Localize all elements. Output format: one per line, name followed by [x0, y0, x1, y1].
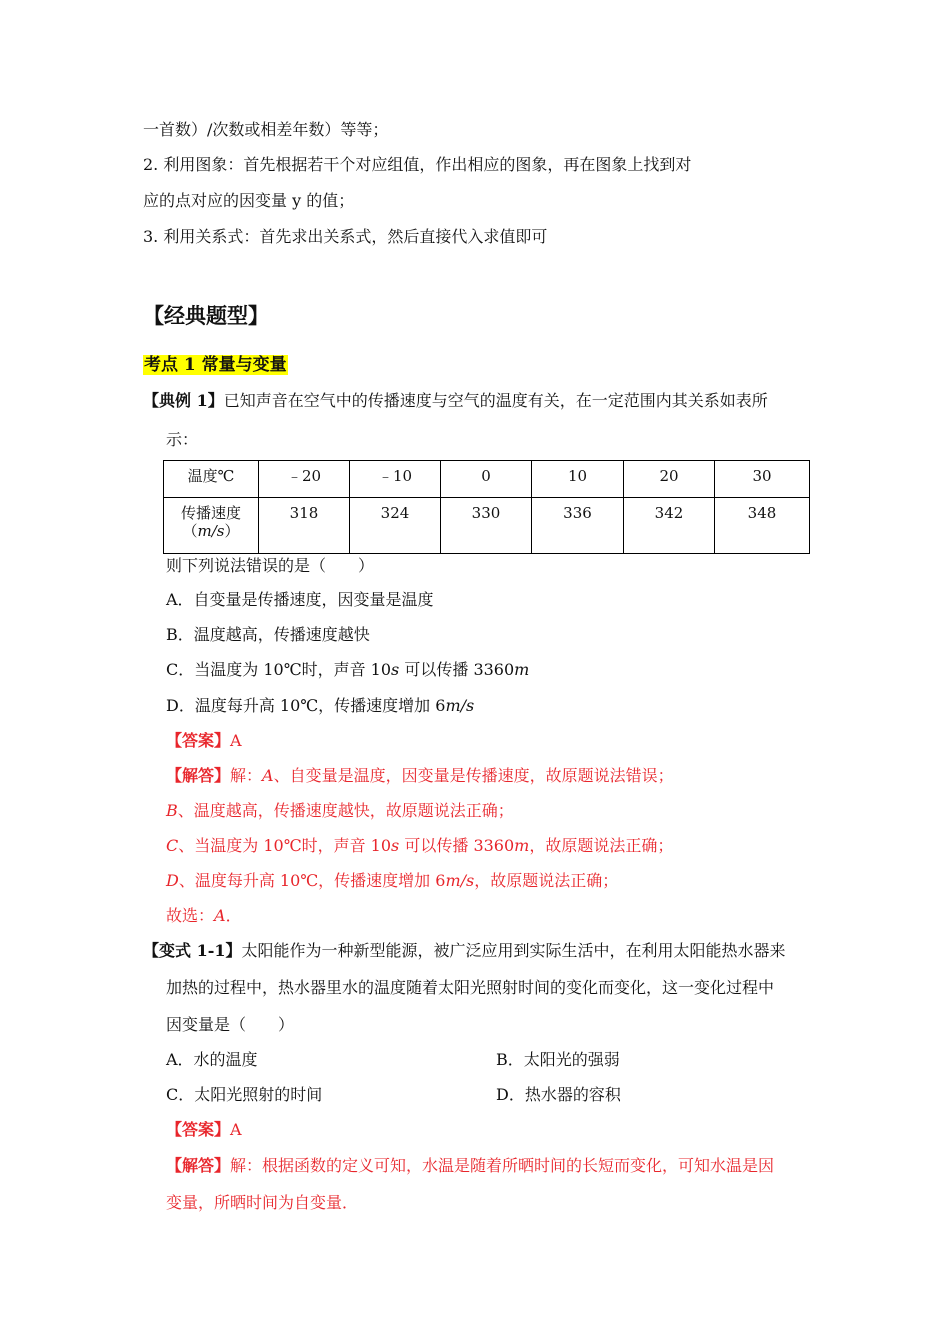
- variant-stem-cont: 加热的过程中，热水器里水的温度随着太阳光照射时间的变化而变化，这一变化过程中: [166, 978, 775, 997]
- analysis-line: [166, 1155, 774, 1177]
- intro-line: 2. 利用图象：首先根据若干个对应组值，作出相应的图象，再在图象上找到对: [143, 155, 692, 174]
- table-cell: 318: [259, 498, 350, 554]
- table-cell: 324: [350, 498, 441, 554]
- option-d-text: D．温度每升高 10℃，传播速度增加 6: [166, 696, 446, 715]
- option-d: [166, 695, 474, 717]
- table-cell: ﹣10: [350, 461, 441, 498]
- analysis-line: [166, 835, 673, 857]
- table-cell: ﹣20: [259, 461, 350, 498]
- option-letter: A: [214, 906, 226, 925]
- option-c: C．太阳光照射的时间: [166, 1085, 323, 1104]
- option-c-text: C．当温度为 10℃时，声音 10: [166, 660, 392, 679]
- option-c-text: 可以传播 3360: [399, 660, 515, 679]
- variant-stem-text: 太阳能作为一种新型能源，被广泛应用到实际生活中，在利用太阳能热水器来: [241, 941, 786, 960]
- table-cell: 10: [532, 461, 624, 498]
- variant-label: 【变式 1-1】: [143, 941, 242, 960]
- question-text: 则下列说法错误的是（ ）: [166, 556, 375, 575]
- unit-ms: m/s: [445, 696, 475, 715]
- answer-label: 【答案】: [166, 731, 231, 750]
- intro-line: 应的点对应的因变量 y 的值；: [143, 191, 355, 210]
- analysis-text: 、温度每升高 10℃，传播速度增加 6: [178, 871, 446, 890]
- topic-heading: [143, 354, 288, 376]
- option-a: A．自变量是传播速度，因变量是温度: [166, 590, 434, 609]
- table-header-paren: （: [182, 522, 198, 540]
- analysis-text: 解：根据函数的定义可知，水温是随着所晒时间的长短而变化，可知水温是因: [230, 1156, 775, 1175]
- table-cell: 30: [715, 461, 810, 498]
- analysis-line: 变量，所晒时间为自变量．: [166, 1193, 359, 1212]
- analysis-line: [166, 765, 674, 787]
- intro-line: 3. 利用关系式：首先求出关系式，然后直接代入求值即可: [143, 227, 548, 246]
- data-table: [163, 460, 810, 554]
- option-b: B．温度越高，传播速度越快: [166, 625, 370, 644]
- answer-line: [166, 1119, 242, 1141]
- unit-m: m: [514, 660, 530, 679]
- table-header-cell: 温度℃: [164, 461, 259, 498]
- table-row: [164, 461, 810, 498]
- section-title: 【经典题型】: [143, 303, 269, 328]
- analysis-label: 【解答】: [166, 766, 231, 785]
- analysis-text: ，故原题说法正确；: [529, 836, 674, 855]
- option-c: [166, 659, 529, 681]
- option-letter: A: [262, 766, 274, 785]
- unit-ms: m/s: [445, 871, 475, 890]
- option-letter: C: [166, 836, 179, 855]
- table-cell: 0: [441, 461, 532, 498]
- unit-s: s: [391, 660, 400, 679]
- analysis-line: [166, 800, 514, 822]
- unit-s: s: [391, 836, 400, 855]
- table-header-unit: m/s: [197, 522, 225, 540]
- analysis-text: 、温度越高，传播速度越快，故原题说法正确；: [177, 801, 514, 820]
- intro-line: 一首数）/次数或相差年数）等等；: [143, 120, 389, 139]
- analysis-line: [166, 870, 618, 892]
- option-letter: B: [166, 801, 178, 820]
- example-stem: [143, 390, 768, 412]
- analysis-text: 、自变量是温度，因变量是传播速度，故原题说法错误；: [273, 766, 674, 785]
- table-header-text: 传播速度: [180, 504, 241, 522]
- option-d: D．热水器的容积: [496, 1085, 621, 1104]
- answer-value: A: [230, 731, 242, 750]
- analysis-text: 可以传播 3360: [399, 836, 515, 855]
- variant-stem: [143, 940, 786, 962]
- example-label: 【典例 1】: [143, 391, 224, 410]
- analysis-text: 、当温度为 10℃时，声音 10: [178, 836, 392, 855]
- table-cell: 330: [441, 498, 532, 554]
- option-b: B．太阳光的强弱: [496, 1050, 620, 1069]
- analysis-text: ，故原题说法正确；: [474, 871, 619, 890]
- table-cell: 348: [715, 498, 810, 554]
- analysis-text: 解：: [230, 766, 263, 785]
- analysis-text: ．: [225, 906, 242, 925]
- analysis-choose: [166, 905, 242, 927]
- example-stem-cont: 示：: [166, 430, 199, 449]
- table-row: [164, 498, 810, 554]
- table-cell: 336: [532, 498, 624, 554]
- analysis-label: 【解答】: [166, 1156, 231, 1175]
- unit-m: m: [514, 836, 530, 855]
- topic-highlight: 考点 1 常量与变量: [144, 355, 287, 375]
- example-stem-text: 已知声音在空气中的传播速度与空气的温度有关，在一定范围内其关系如表所: [223, 391, 768, 410]
- analysis-text: 故选：: [166, 906, 215, 925]
- option-a: A．水的温度: [166, 1050, 258, 1069]
- table-cell: 342: [624, 498, 715, 554]
- table-header-paren: ）: [224, 522, 240, 540]
- variant-stem-cont: 因变量是（ ）: [166, 1015, 295, 1034]
- option-letter: D: [166, 871, 179, 890]
- answer-value: A: [230, 1120, 242, 1139]
- answer-label: 【答案】: [166, 1120, 231, 1139]
- table-header-cell: [164, 498, 259, 554]
- answer-line: [166, 730, 242, 752]
- table-cell: 20: [624, 461, 715, 498]
